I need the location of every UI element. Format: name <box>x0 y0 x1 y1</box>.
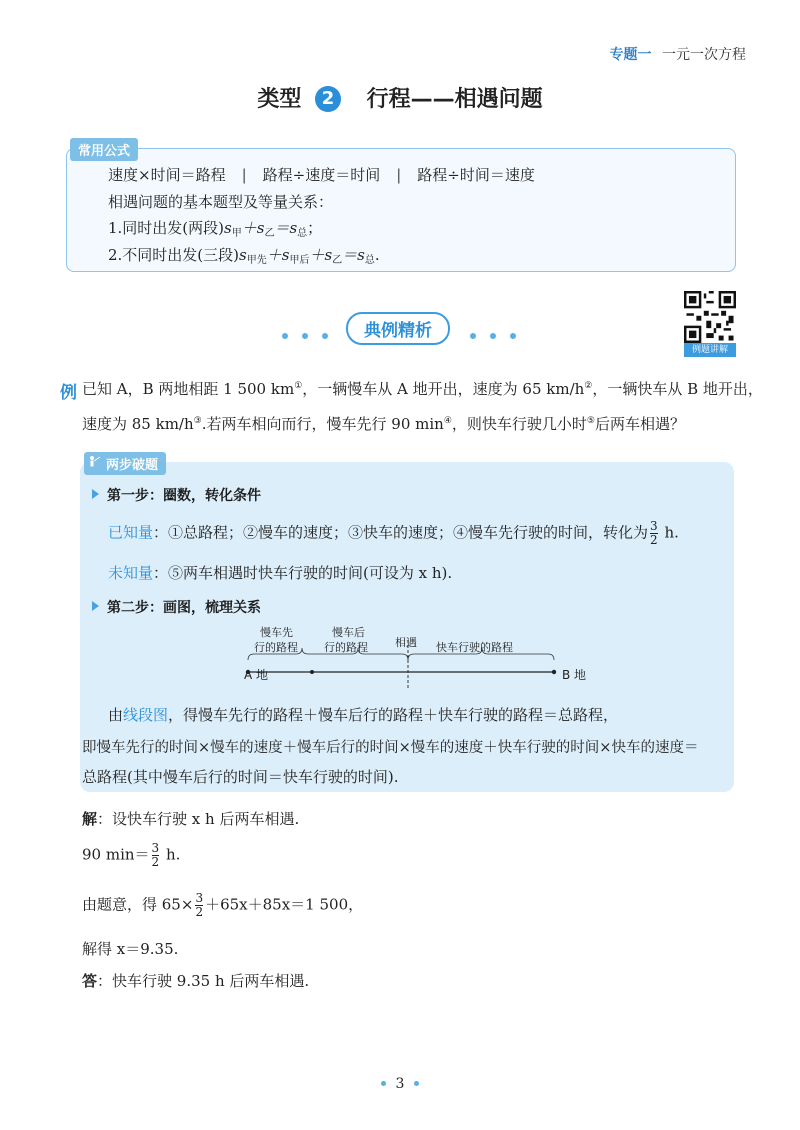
var-s: ＋s <box>309 246 333 264</box>
solution-line-2 <box>82 842 180 869</box>
fast-label: 快车行驶的路程 <box>436 641 513 654</box>
formula-text: 2.不同时出发(三段) <box>108 246 240 264</box>
page-number <box>0 1076 800 1092</box>
relation-line-3: 总路程(其中慢车后行的时间＝快车行驶的时间). <box>82 768 399 786</box>
var-s: ＋s <box>266 246 290 264</box>
solution-text: 90 min＝ <box>82 845 150 864</box>
fraction <box>195 892 203 919</box>
triangle-icon <box>92 489 99 499</box>
dot-icon <box>510 333 516 339</box>
dot-icon <box>470 333 476 339</box>
example-mark: 例 <box>60 383 77 403</box>
subscript: 乙 <box>332 255 343 266</box>
formula-line-4 <box>108 244 380 266</box>
dot-icon <box>381 1081 386 1086</box>
formula-tag: 常用公式 <box>70 138 138 161</box>
step-2-heading <box>92 597 261 617</box>
fraction-num: 3 <box>151 841 160 855</box>
triangle-icon <box>92 601 99 611</box>
topic-label: 一元一次方程 <box>662 47 746 63</box>
step-2-title: 第二步：画图，梳理关系 <box>107 600 261 616</box>
var-s: ＝s <box>274 219 298 237</box>
chapter-label: 专题一 <box>609 47 652 63</box>
solution-text: 由题意，得 65× <box>82 895 194 914</box>
banner-label: 典例精析 <box>346 312 450 345</box>
steps-tag-label: 两步破题 <box>106 458 159 473</box>
var-s: ＝s <box>342 246 365 264</box>
step-1-title: 第一步：圈数，转化条件 <box>107 488 261 504</box>
dot-icon <box>490 333 496 339</box>
solution-label: 解 <box>82 810 98 828</box>
known-text: ：①总路程；②慢车的速度；③快车的速度；④慢车先行驶的时间，转化为 <box>153 523 649 542</box>
dot-icon <box>302 333 308 339</box>
circle-marker: ① <box>294 381 303 391</box>
segment-diagram <box>240 620 590 690</box>
formula-separator: | <box>241 166 247 184</box>
slow-after-label-1: 慢车后 <box>332 626 365 639</box>
example-line-2 <box>82 413 685 434</box>
label-a: A 地 <box>244 668 269 682</box>
answer-line <box>82 970 309 991</box>
relation-text: ，得慢车先行的路程＋慢车后行的路程＋快车行驶的路程＝总路程， <box>168 706 619 724</box>
banner-dots-right <box>470 324 530 343</box>
formula-text: 1.同时出发(两段) <box>108 219 225 237</box>
example-banner <box>0 312 800 342</box>
subscript: 乙 <box>264 228 275 239</box>
formula-distance: 速度×时间＝路程 <box>108 166 226 184</box>
answer-label: 答 <box>82 972 98 990</box>
fraction-den: 2 <box>195 905 204 919</box>
answer-text: ：快车行驶 9.35 h 后两车相遇. <box>97 972 310 990</box>
circle-marker: ⑤ <box>586 416 595 426</box>
slow-first-label-1: 慢车先 <box>260 626 293 639</box>
subscript: 甲 <box>231 228 242 239</box>
solution-line-1 <box>82 808 299 829</box>
point-split <box>310 670 314 674</box>
qr-label: 例题讲解 <box>684 343 736 357</box>
example-text: .若两车相向而行，慢车先行 90 min <box>201 415 444 433</box>
formula-line-2: 相遇问题的基本题型及等量关系： <box>108 193 334 211</box>
slow-after-label-2: 行的路程 <box>324 641 368 654</box>
solution-text: ：设快车行驶 x h 后两车相遇. <box>97 810 300 828</box>
var-s: s <box>224 219 232 237</box>
teacher-icon <box>88 455 102 469</box>
label-b: B 地 <box>562 668 587 682</box>
section-title <box>0 82 800 113</box>
fraction-den: 2 <box>151 855 160 869</box>
relation-keyword: 线段图 <box>123 706 169 724</box>
solution-line-4: 解得 x＝9.35. <box>82 940 179 958</box>
example-text: ，一辆慢车从 A 地开出，速度为 65 km/h <box>302 380 585 398</box>
fraction <box>650 520 658 547</box>
example-text: ，一辆快车从 B 地开出， <box>592 380 763 398</box>
meet-label: 相遇 <box>395 636 417 649</box>
circle-marker: ④ <box>443 416 452 426</box>
formula-time: 路程÷速度＝时间 <box>262 166 381 184</box>
known-line <box>108 520 679 547</box>
known-label: 已知量 <box>108 523 154 542</box>
running-header <box>610 44 746 64</box>
relation-line-1 <box>108 704 618 725</box>
solution-text: h. <box>161 845 181 864</box>
fraction <box>152 842 160 869</box>
banner-dots-left <box>282 324 342 343</box>
slow-first-label-2: 行的路程 <box>254 641 298 654</box>
subscript: 甲先 <box>246 255 267 266</box>
steps-tag <box>84 452 166 475</box>
qr-code-icon[interactable] <box>684 291 736 343</box>
circle-marker: ③ <box>193 416 202 426</box>
example-text: 速度为 85 km/h <box>82 415 194 433</box>
solution-line-3 <box>82 892 363 919</box>
dot-icon <box>322 333 328 339</box>
example-text: ，则快车行驶几小时 <box>451 415 587 433</box>
example-text: 后两车相遇？ <box>594 415 685 433</box>
var-s: s <box>239 246 247 264</box>
relation-text: 由 <box>108 706 124 724</box>
fraction-num: 3 <box>195 891 204 905</box>
relation-line-2: 即慢车先行的时间×慢车的速度＋慢车后行的时间×慢车的速度＋快车行驶的时间×快车的速度＝ <box>82 740 699 756</box>
circle-marker: ② <box>584 381 593 391</box>
formula-text: ； <box>307 219 323 237</box>
point-b <box>552 670 556 674</box>
formula-text: . <box>374 246 380 264</box>
known-unit: h. <box>659 523 679 542</box>
title-number-badge: 2 <box>315 86 341 112</box>
unknown-text: ：⑤两车相遇时快车行驶的时间(可设为 x h). <box>153 564 453 582</box>
formula-line-1 <box>108 164 535 185</box>
subscript: 总 <box>297 228 308 239</box>
formula-separator: | <box>396 166 402 184</box>
steps-tag-wrap <box>84 452 166 475</box>
title-prefix: 类型 <box>257 87 302 112</box>
example-text: 已知 A，B 两地相距 1 500 km <box>82 380 295 398</box>
fraction-den: 2 <box>650 533 658 547</box>
formula-line-3 <box>108 217 322 239</box>
dot-icon <box>282 333 288 339</box>
subscript: 甲后 <box>289 255 310 266</box>
solution-text: ＋65x＋85x＝1 500， <box>205 895 364 914</box>
title-text: 行程——相遇问题 <box>366 87 543 112</box>
dot-icon <box>414 1081 419 1086</box>
formula-speed: 路程÷时间＝速度 <box>417 166 535 184</box>
fraction-num: 3 <box>650 519 658 533</box>
step-1-heading <box>92 485 261 505</box>
subscript: 总 <box>364 255 375 266</box>
var-s: ＋s <box>241 219 265 237</box>
unknown-label: 未知量 <box>108 564 154 582</box>
unknown-line <box>108 562 452 583</box>
page-number-value: 3 <box>395 1076 405 1092</box>
example-line-1 <box>82 378 763 399</box>
